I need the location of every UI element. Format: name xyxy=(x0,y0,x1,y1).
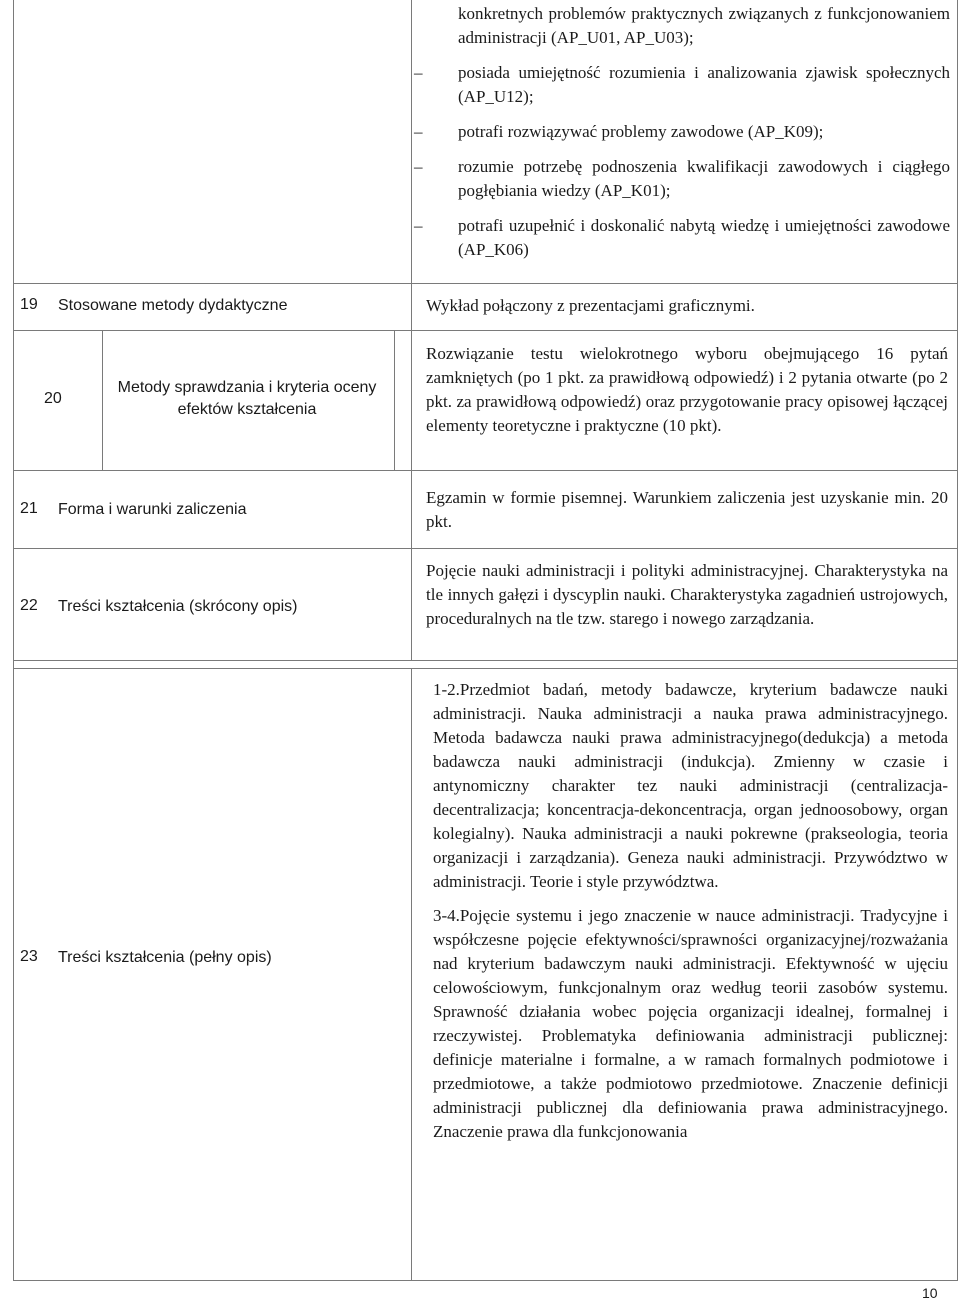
row-border-22-bottom xyxy=(13,660,958,661)
table-left-border xyxy=(13,0,14,1280)
row-border-20-top xyxy=(13,330,958,331)
row-label-21: Forma i warunki zaliczenia xyxy=(58,501,247,518)
row-content-19: Wykład połączony z prezentacjami graficznymi. xyxy=(426,296,755,315)
row-content-21: Egzamin w formie pisemnej. Warunkiem zaliczenia jest uzyskanie min. 20 pkt. xyxy=(426,488,948,531)
dash-marker: – xyxy=(414,122,423,141)
table-bottom-border xyxy=(13,1280,958,1281)
row-content-22: Pojęcie nauki administracji i polityki administracyjnej. Charakterystyka na tle innych gałęzi i dyscyplin nauki. Charakterystyka zagadnień ustrojowych, proceduralnych na tle tzw. starego i nowego zarządzania. xyxy=(426,561,948,628)
row-number-19: 19 xyxy=(20,296,38,313)
outcome-bullet: – rozumie potrzebę podnoszenia kwalifikacji zawodowych i ciągłego pogłębiania wiedzy (AP_K01); xyxy=(414,155,950,203)
outcome-bullet: – potrafi rozwiązywać problemy zawodowe (AP_K09); xyxy=(414,120,950,144)
row-label-22: Treści kształcenia (skrócony opis) xyxy=(58,598,298,615)
page-number: 10 xyxy=(922,1285,938,1301)
label-left-border xyxy=(102,330,103,470)
table-right-border xyxy=(957,0,958,1280)
column-divider-lower xyxy=(411,668,412,1280)
dash-marker: – xyxy=(414,63,423,82)
row-border-19-top xyxy=(13,283,958,284)
row-number-20: 20 xyxy=(44,390,62,407)
row-content-23 xyxy=(433,678,948,1154)
label-right-border xyxy=(394,330,395,470)
row-number-22: 22 xyxy=(20,597,38,614)
continuation-first-lines: konkretnych problemów praktycznych związanych z funkcjonowaniem administracji (AP_U01, AP_U03); xyxy=(458,4,950,47)
row-label-19: Stosowane metody dydaktyczne xyxy=(58,297,288,314)
learning-outcomes-continuation xyxy=(414,2,950,273)
row-number-23: 23 xyxy=(20,948,38,965)
dash-marker: – xyxy=(414,157,423,176)
row-content-20: Rozwiązanie testu wielokrotnego wyboru obejmującego 16 pytań zamkniętych (po 1 pkt. za prawidłową odpowiedź) i 2 pytania otwarte (po 2 pkt. za prawidłową odpowiedź) oraz przygotowanie pracy opisowej łączącej elementy teoretyczne i praktyczne (10 pkt). xyxy=(426,344,948,435)
row-number-21: 21 xyxy=(20,500,38,517)
content-paragraph: 3-4.Pojęcie systemu i jego znaczenie w nauce administracji. Tradycyjne i współczesne pojęcie efektywności/sprawności organizacyjnej/rozważania nad kryterium badawczym nauki administracji. Efektywność w ujęciu celowościowym, funkcjonalnym oraz według teorii zasobów systemu. Sprawność działania wobec pojęcia organizacji idealnej, formalnej i rzeczywistej. Problematyka definiowania administracji publicznej: definicje materialne i formalne, a w ramach formalnych podmiotowe i przedmiotowe, a także podmiotowo przedmiotowe. Znaczenie definicji administracji publicznej dla definiowania prawa administracyjnego. Znaczenie prawa dla funkcjonowania xyxy=(433,906,948,1141)
outcome-bullet: – potrafi uzupełnić i doskonalić nabytą wiedzę i umiejętności zawodowe (AP_K06) xyxy=(414,214,950,262)
row-border-22-top xyxy=(13,548,958,549)
dash-marker: – xyxy=(414,216,423,235)
outcome-bullet: – posiada umiejętność rozumienia i analizowania zjawisk społecznych (AP_U12); xyxy=(414,61,950,109)
row-border-23-top xyxy=(13,668,958,669)
row-label-23: Treści kształcenia (pełny opis) xyxy=(58,949,272,966)
row-border-21-top xyxy=(13,470,958,471)
content-paragraph: 1-2.Przedmiot badań, metody badawcze, kryterium badawcze nauki administracji. Nauka administracji a nauka prawa administracyjnego. Metoda badawcza nauki prawa administracyjnego(dedukcja) a metoda badawcza nauki administracji (indukcja). Zmienny w czasie i antynomiczny charakter tez nauki administracji (centralizacja-decentralizacja; koncentracja-dekoncentracja, organ jednoosobowy, organ kolegialny). Nauka administracji a nauki pokrewne (prakseologia, teoria organizacji i zarządzania). Geneza nauki administracji. Przywództwo w administracji. Teorie i style przywództwa. xyxy=(433,680,948,891)
row-label-20: Metody sprawdzania i kryteria oceny efektów kształcenia xyxy=(117,379,377,418)
